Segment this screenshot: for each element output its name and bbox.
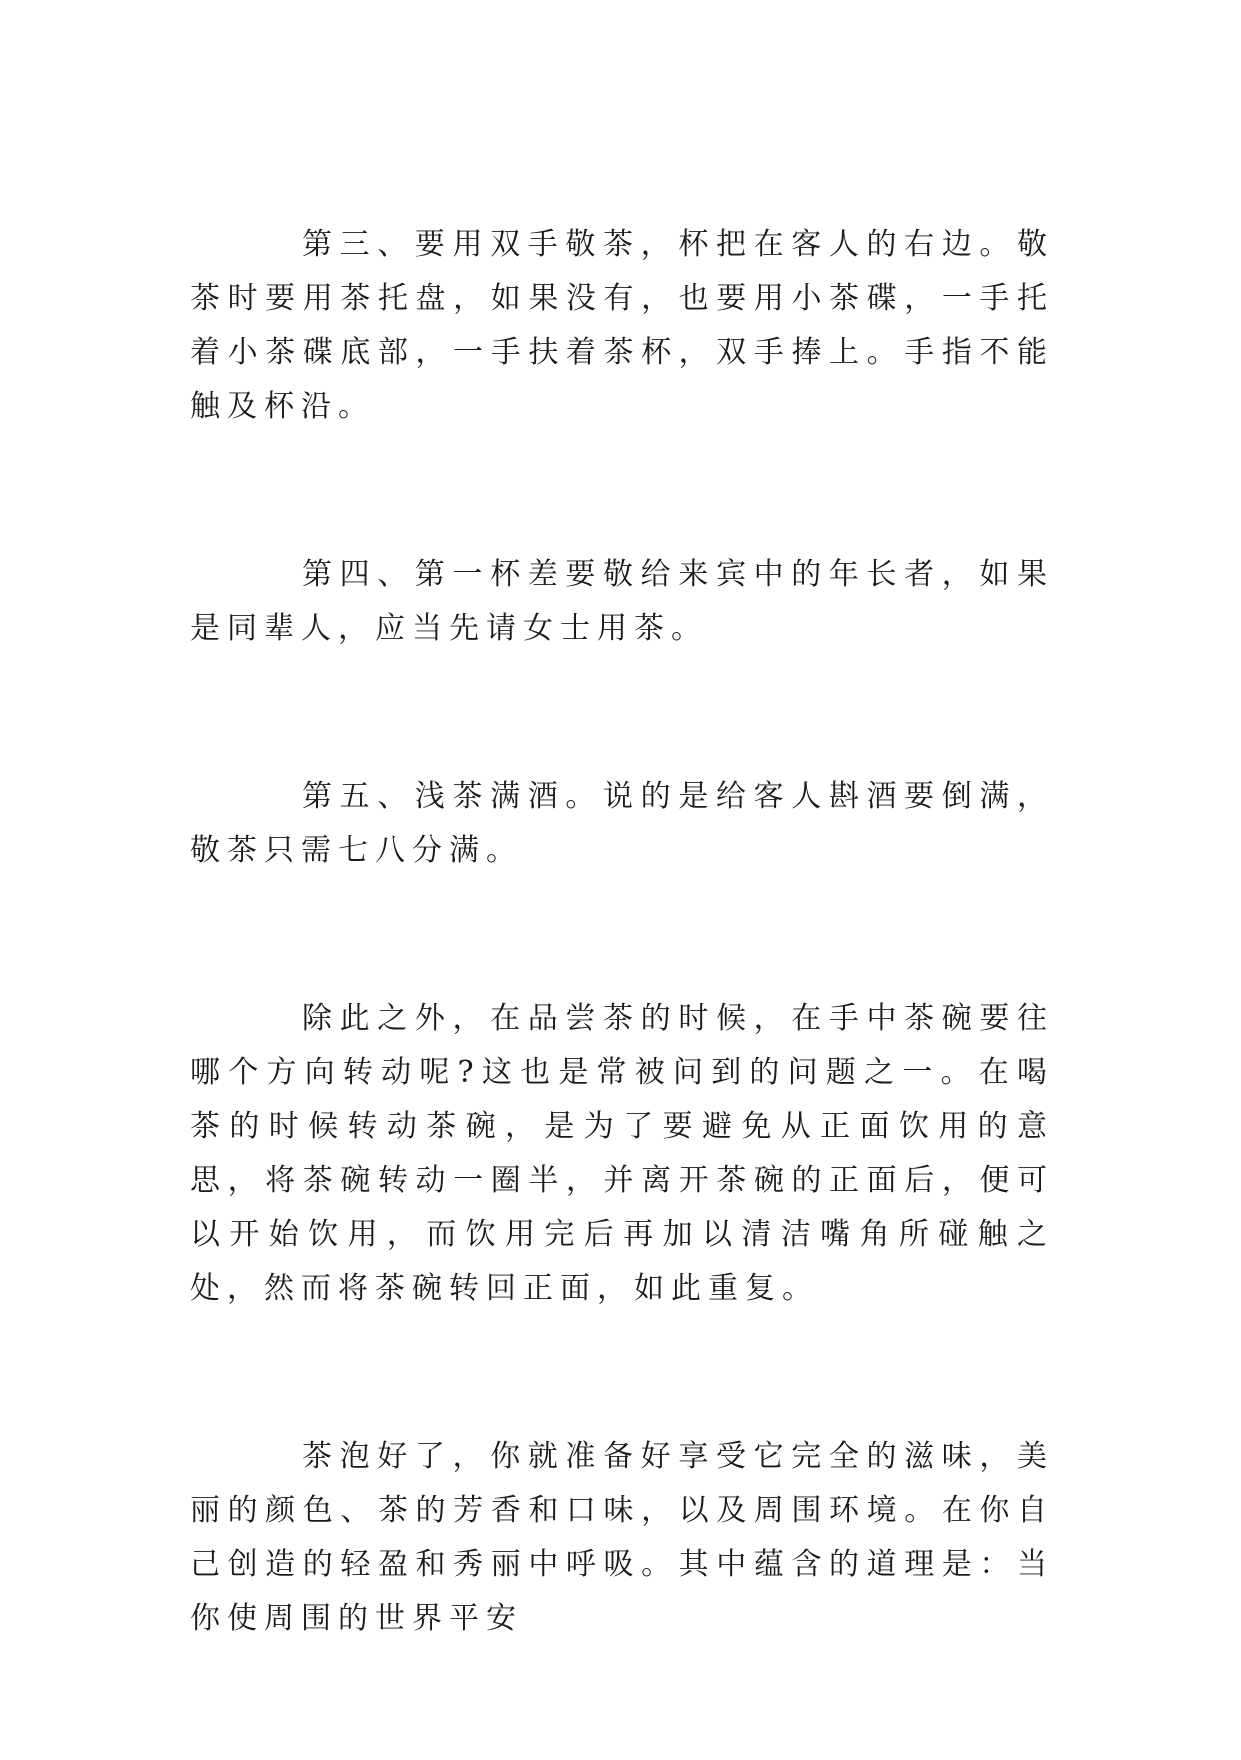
paragraph-serve-with-both-hands: 第三、要用双手敬茶，杯把在客人的右边。敬茶时要用茶托盘，如果没有，也要用小茶碟，一手托着小茶碟底部，一手扶着茶杯，双手捧上。手指不能触及杯沿。 <box>190 227 1054 424</box>
paragraph-turning-tea-bowl: 除此之外，在品尝茶的时候，在手中茶碗要往哪个方向转动呢?这也是常被问到的问题之一。在喝茶的时候转动茶碗，是为了要避免从正面饮用的意思，将茶碗转动一圈半，并离开茶碗的正面后，便可以开始饮用，而饮用完后再加以清洁嘴角所碰触之处，然而将茶碗转回正面，如此重复。 <box>190 1001 1054 1306</box>
paragraph-shallow-tea-full-wine: 第五、浅茶满酒。说的是给客人斟酒要倒满，敬茶只需七八分满。 <box>190 779 1054 868</box>
document-body <box>190 218 1054 1760</box>
paragraph-first-cup-elder: 第四、第一杯差要敬给来宾中的年长者，如果是同辈人，应当先请女士用茶。 <box>190 557 1054 646</box>
paragraph-enjoy-tea: 茶泡好了，你就准备好享受它完全的滋味，美丽的颜色、茶的芳香和口味，以及周围环境。在你自己创造的轻盈和秀丽中呼吸。其中蕴含的道理是：当你使周围的世界平安 <box>190 1439 1054 1636</box>
